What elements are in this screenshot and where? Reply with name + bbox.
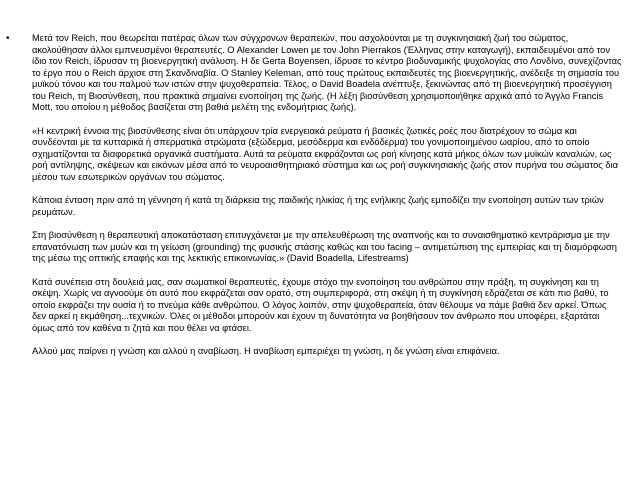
paragraph-gap <box>32 183 622 195</box>
paragraph-tension: Κάποια ένταση πριν από τη γέννηση ή κατά τη διάρκεια της παιδικής ηλικίας ή της ενήλικης ζωής εμποδίζει την ενοποίηση αυτών των τριών ρευμάτων. <box>32 195 604 217</box>
paragraph-gap <box>32 265 622 277</box>
paragraph-biosynthesis-concept: «Η κεντρική έννοια της βιοσύνθεσης είναι ότι υπάρχουν τρία ενεργειακά ρεύματα ή βασικές ζωτικές ροές που διατρέχουν το σώμα και συνδέονται με τα κυτταρικά ή σπερματικά στρώματα (εξώδερμα, μεσόδερμα και ενδόδερμα) του γονιμοποιημένου ωαρίου, από το οποίο σχηματίζονται τα διαφορετικά οργανικά συστήματα. Αυτά τα ρεύματα εκφράζονται ως ροή κίνησης κατά μήκος όλων των μυϊκών καναλιών, ως ροή αντίληψης, σκέψεων και εικόνων μέσα από το νευροαισθητηριακό σύστημα και ως ροή συγκινησιακής ζωής στον πυρήνα του σώματος δια μέσου των εσωτερικών οργάνων του σώματος. <box>32 125 618 182</box>
paragraph-gap <box>32 334 622 346</box>
paragraph-our-work: Κατά συνέπεια στη δουλειά μας, σαν σωματικοί θεραπευτές, έχουμε στόχο την ενοποίηση του ανθρώπου στην πράξη, τη συγκίνηση και τη σκέψη. Χωρίς να αγνοούμε ότι αυτό που εκφράζεται σαν ορατό, στη συμπεριφορά, στη σκέψη ή τη συγκίνηση εδράζεται σε κάτι πιο βαθύ, το οποίο εκφράζει την ουσία ή το πνεύμα κάθε ανθρώπου. Ο λόγος λοιπόν, στην ψυχοθεραπεία, όταν θέλουμε να πάμε βαθιά δεν αρκεί. Όπως δεν αρκεί η εκμάθηση...τεχνικών. Όλες οι μέθοδοι μπορούν και έχουν τη δυνατότητα να βοηθήσουν τον άνθρωπο που υποφέρει, εξαρτάται όμως από τον καθένα τι ζητά και που θέλει να φτάσει. <box>32 276 609 333</box>
paragraph-reich-successors: Μετά τον Reich, που θεωρείται πατέρας όλων των σύγχρονων θεραπειών, που ασχολούνται με τη συγκινησιακή ζωή του σώματος, ακολούθησαν άλλοι εμπνευσμένοι θεραπευτές. O Alexander Lowen με τον John Pierrakos (Έλληνας στην καταγωγή), εκπαιδευμένοι από τον ίδιο τον Reich, ίδρυσαν τη βιοενεργητική ανάλυση. Η δε Gerta Boyensen, ίδρυσε το κέντρο βιοδυναμικής ψυχολογίας στο Λονδίνο, συνεχίζοντας το έργο που ο Reich άρχισε στη Σκανδιναβία. Ο Stanley Keleman, από τους πρώτους εκπαιδευτές της βιοενεργητικής, ανέδειξε τη σημασία του μυϊκού τόνου και του παλμού των ιστών στην ψυχοθεραπεία. Τέλος, ο David Boadela ανέπτυξε, ξεκινώντας από τη βιοενεργητική προσέγγιση του Reich, τη Βιοσύνθεση, που πρακτικά σημαίνει ενοποίηση της ζωής. (Η λέξη βιοσύνθεση χρησιμοποιήθηκε αρχικά από το Άγγλο Francis Mott, του οποίου η μέθοδος βασίζεται στη βαθιά μελέτη της ενδομήτριας ζωής). <box>32 33 622 112</box>
paragraph-therapeutic-restoration: Στη βιοσύνθεση η θεραπευτική αποκατάσταση επιτυγχάνεται με την απελευθέρωση της αναπνοής και το συναισθηματικό κεντράρισμα με την επανατόνωση των μυών και τη γείωση (grounding) της φυσικής στάσης καθώς και του facing – αντιμετώπιση της εμπειρίας και τη διαμόρφωση της μέσω της οπτικής επαφής και της λεκτικής επικοινωνίας.» (David Boadella, Lifestreams) <box>32 230 617 263</box>
paragraph-gap <box>32 114 622 126</box>
bullet-point: • <box>6 33 10 44</box>
paragraph-knowledge-revival: Αλλού μας παίρνει η γνώση και αλλού η αναβίωση. Η αναβίωση εμπεριέχει τη γνώση, η δε γνώση είναι επιφάνεια. <box>32 346 500 356</box>
text-body <box>32 33 622 358</box>
paragraph-gap <box>32 218 622 230</box>
